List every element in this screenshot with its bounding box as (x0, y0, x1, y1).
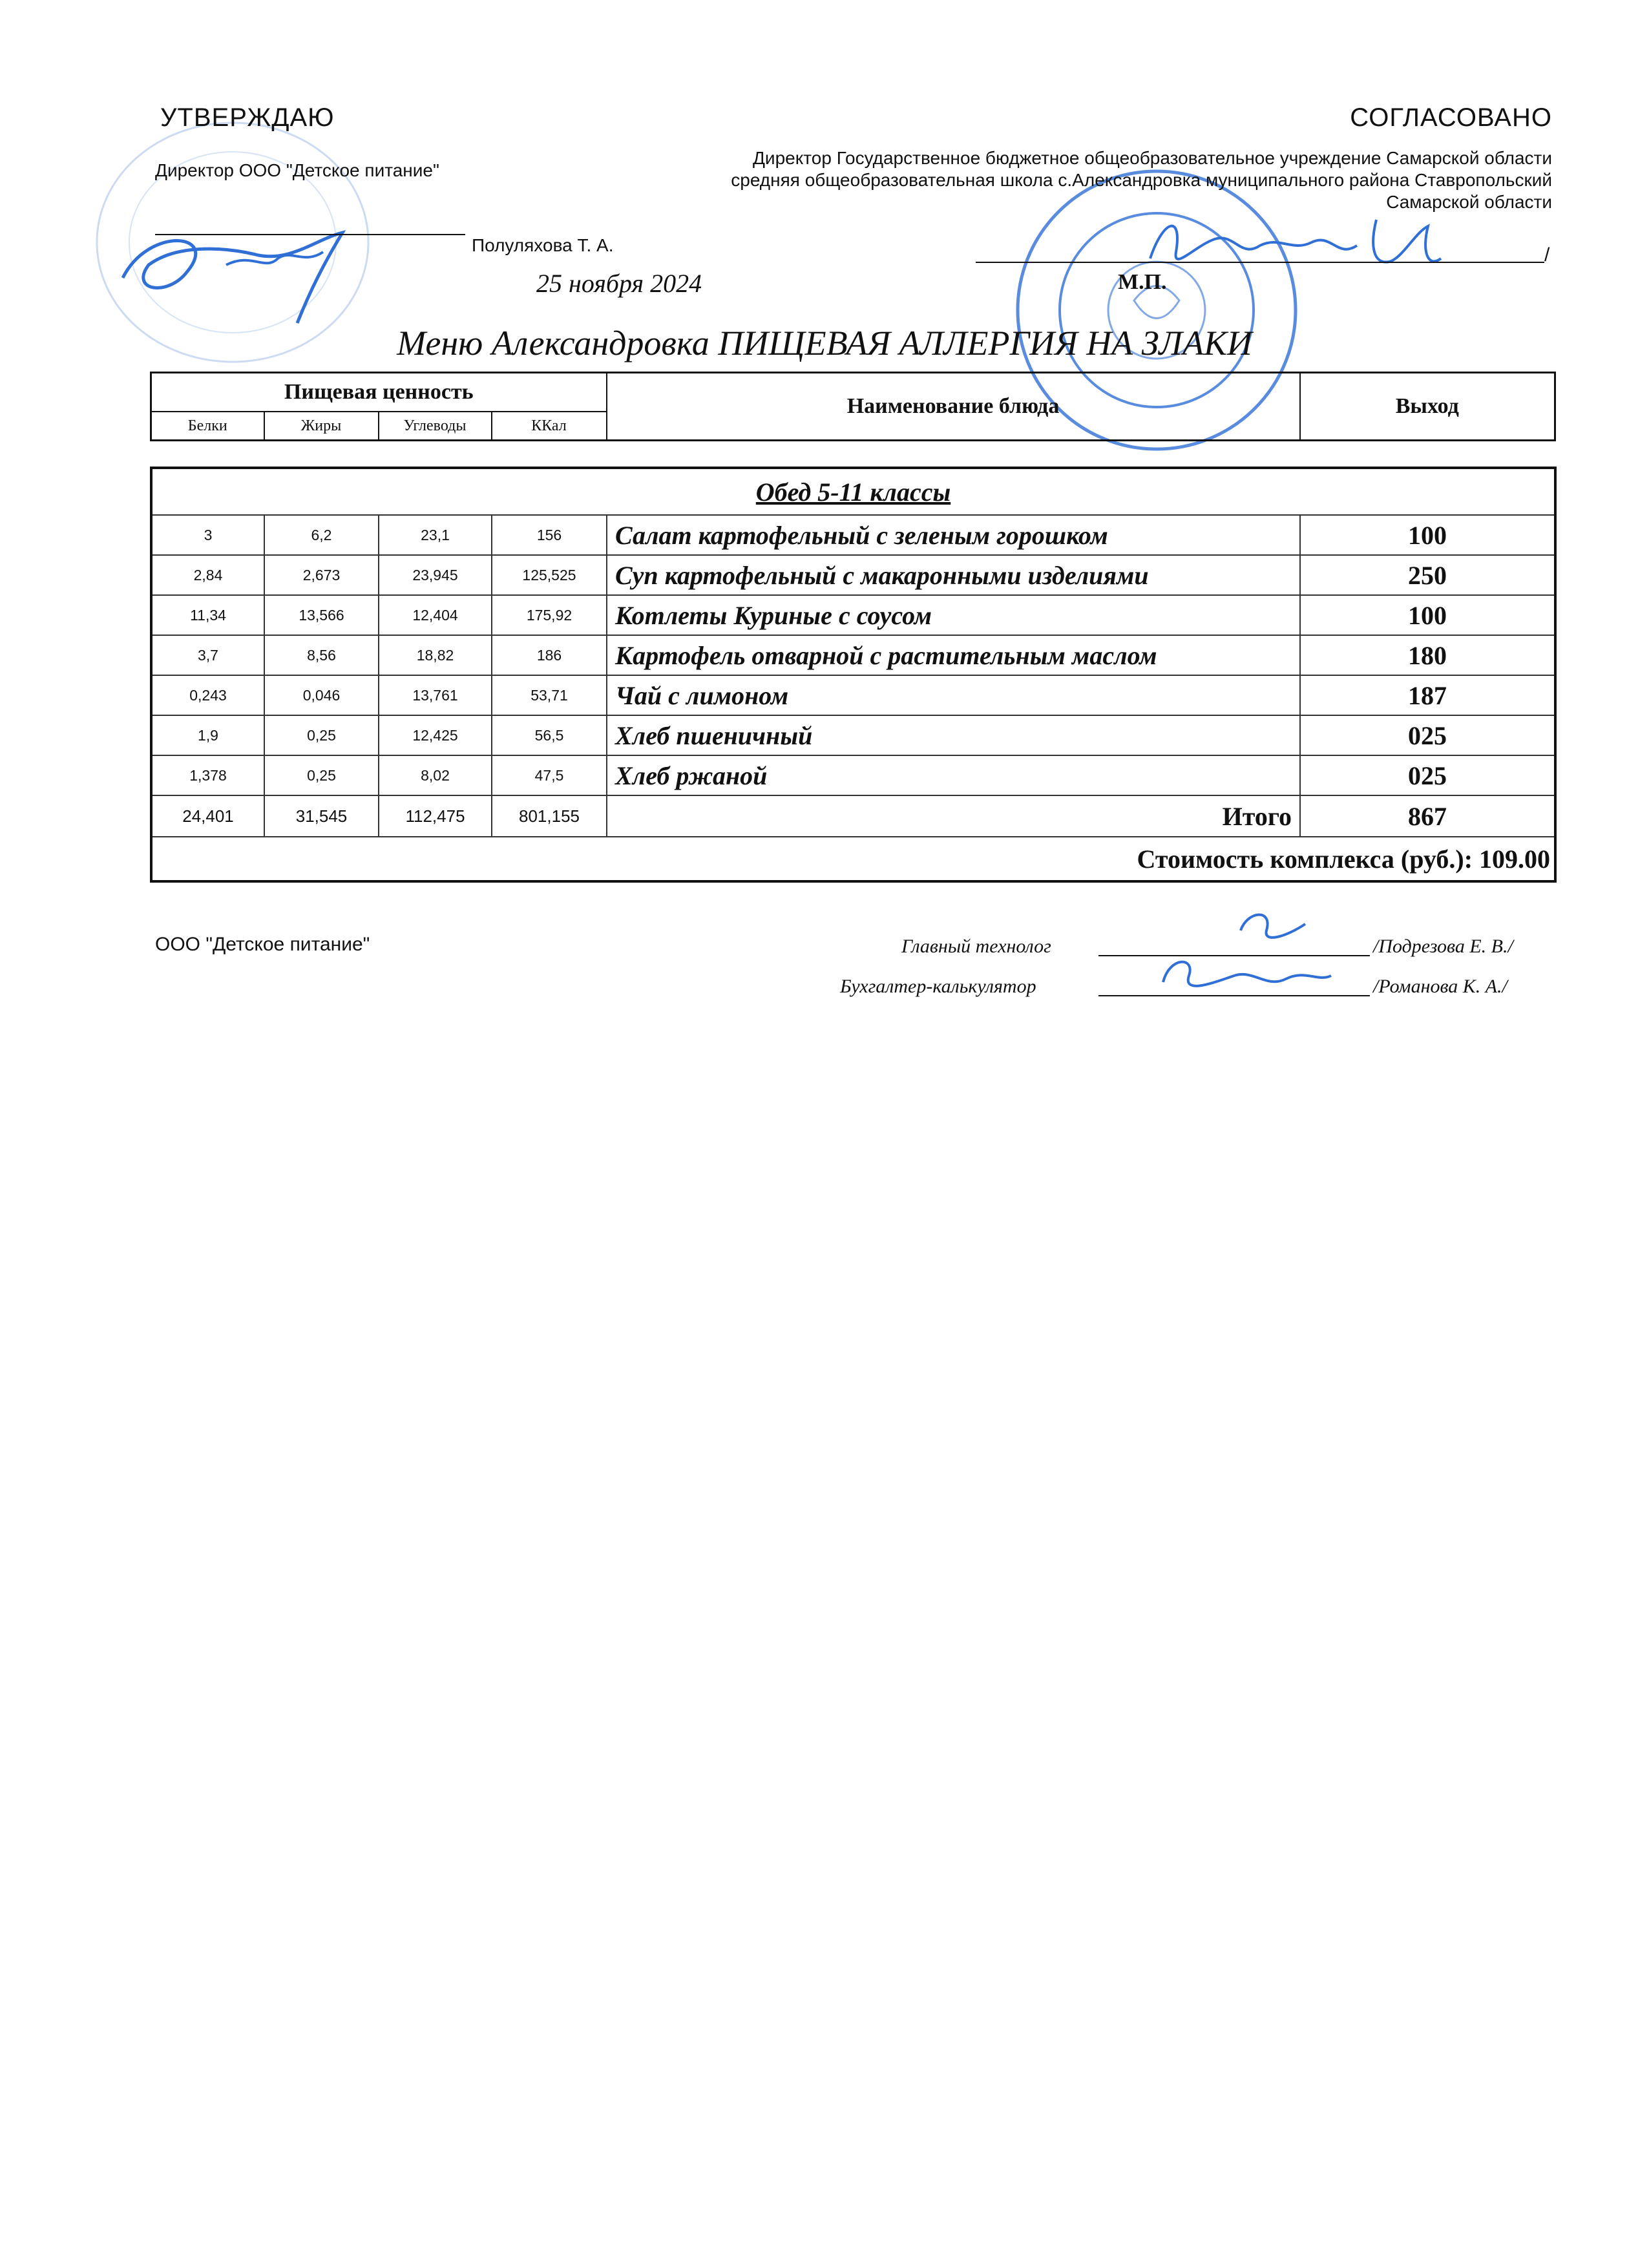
protein-cell: 3,7 (151, 635, 264, 675)
agree-slash: / (1544, 244, 1550, 266)
tech-name: /Подрезова Е. В./ (1373, 936, 1513, 957)
accountant-label: Бухгалтер-калькулятор (840, 976, 1036, 997)
menu-table (150, 467, 1557, 883)
carbs-cell: 23,945 (379, 555, 492, 595)
fat-cell: 6,2 (264, 515, 379, 555)
tech-signature-line (1098, 955, 1370, 956)
total-row (151, 795, 1555, 837)
fat-cell: 8,56 (264, 635, 379, 675)
fat-header: Жиры (264, 412, 379, 441)
carbs-cell: 18,82 (379, 635, 492, 675)
table-row (151, 675, 1555, 715)
yield-header: Выход (1300, 373, 1555, 441)
yield-cell: 025 (1300, 755, 1555, 795)
fat-cell: 0,25 (264, 755, 379, 795)
table-row (151, 555, 1555, 595)
kcal-cell: 125,525 (492, 555, 607, 595)
yield-cell: 100 (1300, 515, 1555, 555)
kcal-header: ККал (492, 412, 607, 441)
table-row (151, 515, 1555, 555)
agree-signature-line (976, 262, 1544, 263)
protein-cell: 1,9 (151, 715, 264, 755)
dish-cell: Котлеты Куриные с соусом (607, 595, 1300, 635)
agree-signature (1144, 207, 1454, 278)
carbs-cell: 12,425 (379, 715, 492, 755)
total-fat-cell: 31,545 (264, 795, 379, 837)
yield-cell: 180 (1300, 635, 1555, 675)
dish-cell: Картофель отварной с растительным маслом (607, 635, 1300, 675)
approve-role: Директор ООО "Детское питание" (155, 160, 439, 180)
protein-cell: 11,34 (151, 595, 264, 635)
menu-header-table (150, 372, 1556, 441)
carbs-cell: 13,761 (379, 675, 492, 715)
yield-cell: 025 (1300, 715, 1555, 755)
carbs-cell: 23,1 (379, 515, 492, 555)
table-row (151, 635, 1555, 675)
protein-cell: 0,243 (151, 675, 264, 715)
stamp-place-label: М.П. (1118, 270, 1167, 294)
total-label: Итого (607, 795, 1300, 837)
kcal-cell: 175,92 (492, 595, 607, 635)
total-kcal-cell: 801,155 (492, 795, 607, 837)
dish-cell: Салат картофельный с зеленым горошком (607, 515, 1300, 555)
accountant-signature-line (1098, 995, 1370, 996)
kcal-cell: 156 (492, 515, 607, 555)
fat-cell: 2,673 (264, 555, 379, 595)
protein-cell: 1,378 (151, 755, 264, 795)
approve-title: УТВЕРЖДАЮ (160, 103, 335, 132)
dish-cell: Хлеб ржаной (607, 755, 1300, 795)
menu-title: Меню Александровка ПИЩЕВАЯ АЛЛЕРГИЯ НА ЗЛАКИ (397, 324, 1252, 362)
nutrition-header: Пищевая ценность (151, 373, 607, 412)
kcal-cell: 56,5 (492, 715, 607, 755)
section-title: Обед 5-11 классы (151, 468, 1555, 515)
kcal-cell: 47,5 (492, 755, 607, 795)
cost-cell: Стоимость комплекса (руб.): 109.00 (151, 837, 1555, 881)
yield-cell: 250 (1300, 555, 1555, 595)
approve-signature-line (155, 234, 465, 235)
total-carbs-cell: 112,475 (379, 795, 492, 837)
kcal-cell: 186 (492, 635, 607, 675)
footer-org: ООО "Детское питание" (155, 934, 370, 955)
protein-header: Белки (151, 412, 264, 441)
dish-cell: Чай с лимоном (607, 675, 1300, 715)
fat-cell: 0,046 (264, 675, 379, 715)
total-protein-cell: 24,401 (151, 795, 264, 837)
dish-cell: Хлеб пшеничный (607, 715, 1300, 755)
protein-cell: 2,84 (151, 555, 264, 595)
protein-cell: 3 (151, 515, 264, 555)
tech-label: Главный технолог (901, 936, 1051, 957)
yield-cell: 187 (1300, 675, 1555, 715)
table-row (151, 715, 1555, 755)
agree-role: Директор Государственное бюджетное общеобразовательное учреждение Самарской области средняя общеобразовательная школа с.Александровка муниципального района Ставропольский Самарской области (731, 148, 1552, 212)
accountant-name: /Романова К. А./ (1373, 976, 1507, 997)
total-yield-cell: 867 (1300, 795, 1555, 837)
dish-name-header: Наименование блюда (607, 373, 1300, 441)
carbs-cell: 12,404 (379, 595, 492, 635)
approve-name: Полуляхова Т. А. (472, 235, 614, 255)
agree-title: СОГЛАСОВАНО (1350, 103, 1552, 132)
approve-signature (110, 200, 414, 330)
footer-signature (1137, 905, 1370, 1008)
yield-cell: 100 (1300, 595, 1555, 635)
kcal-cell: 53,71 (492, 675, 607, 715)
table-row (151, 755, 1555, 795)
approve-date: 25 ноября 2024 (536, 269, 702, 298)
fat-cell: 0,25 (264, 715, 379, 755)
carbs-header: Углеводы (379, 412, 492, 441)
carbs-cell: 8,02 (379, 755, 492, 795)
table-row (151, 595, 1555, 635)
dish-cell: Суп картофельный с макаронными изделиями (607, 555, 1300, 595)
fat-cell: 13,566 (264, 595, 379, 635)
